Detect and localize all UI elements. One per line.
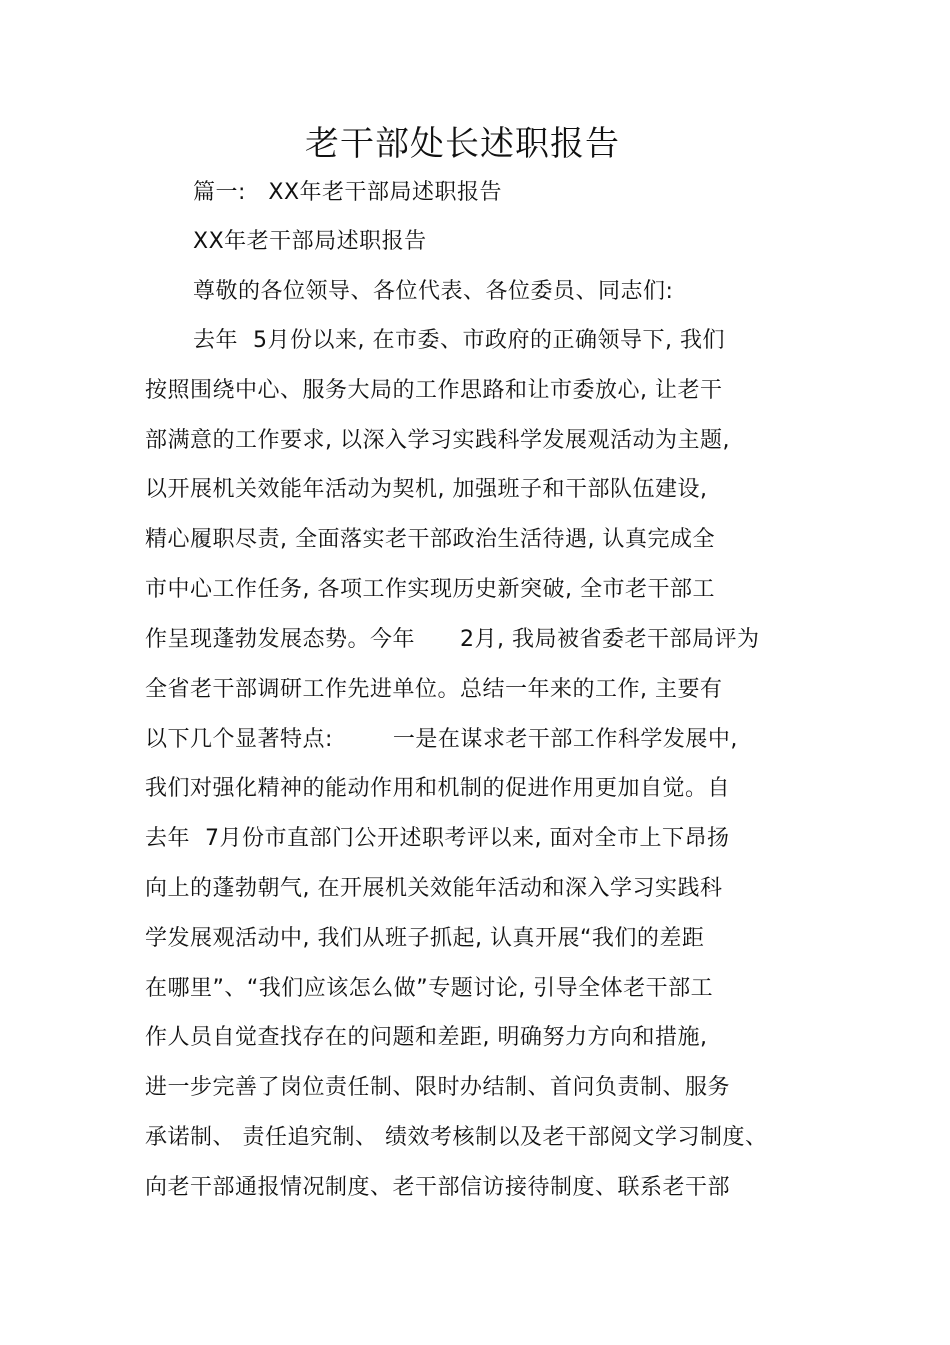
paragraph-line: 市中心工作任务, 各项工作实现历史新突破, 全市老干部工 — [145, 577, 715, 602]
document-title: 老干部处长述职报告 — [305, 124, 620, 164]
paragraph-line: 进一步完善了岗位责任制、限时办结制、首问负责制、服务 — [145, 1075, 731, 1100]
paragraph-line: 去年 7月份市直部门公开述职考评以来, 面对全市上下昂扬 — [145, 826, 730, 851]
paragraph-line: 向老干部通报情况制度、老干部信访接待制度、联系老干部 — [145, 1175, 731, 1200]
paragraph-line: 去年 5月份以来, 在市委、市政府的正确领导下, 我们 — [193, 328, 725, 353]
paragraph-line: 按照围绕中心、服务大局的工作思路和让市委放心, 让老干 — [145, 378, 723, 403]
paragraph-line: 精心履职尽责, 全面落实老干部政治生活待遇, 认真完成全 — [145, 527, 715, 552]
paragraph-line: 以下几个显著特点: 一是在谋求老干部工作科学发展中, — [145, 727, 738, 752]
paragraph-line: 全省老干部调研工作先进单位。总结一年来的工作, 主要有 — [145, 677, 723, 702]
paragraph-line: 向上的蓬勃朝气, 在开展机关效能年活动和深入学习实践科 — [145, 876, 723, 901]
salutation: 尊敬的各位领导、各位代表、各位委员、同志们: — [193, 279, 674, 304]
paragraph-line: 部满意的工作要求, 以深入学习实践科学发展观活动为主题, — [145, 428, 730, 453]
paragraph-line: 在哪里”、“我们应该怎么做”专题讨论, 引导全体老干部工 — [145, 976, 714, 1001]
paragraph-line: 学发展观活动中, 我们从班子抓起, 认真开展“我们的差距 — [145, 926, 705, 951]
paragraph-line: 我们对强化精神的能动作用和机制的促进作用更加自觉。自 — [145, 776, 731, 801]
section-heading: 篇一: XX年老干部局述职报告 — [193, 180, 503, 205]
paragraph-line: 作呈现蓬勃发展态势。今年 2月, 我局被省委老干部局评为 — [145, 627, 760, 652]
report-title: XX年老干部局述职报告 — [193, 229, 427, 254]
paragraph-line: 承诺制、 责任追究制、 绩效考核制以及老干部阅文学习制度、 — [145, 1125, 768, 1150]
paragraph-line: 以开展机关效能年活动为契机, 加强班子和干部队伍建设, — [145, 477, 708, 502]
paragraph-line: 作人员自觉查找存在的问题和差距, 明确努力方向和措施, — [145, 1025, 708, 1050]
